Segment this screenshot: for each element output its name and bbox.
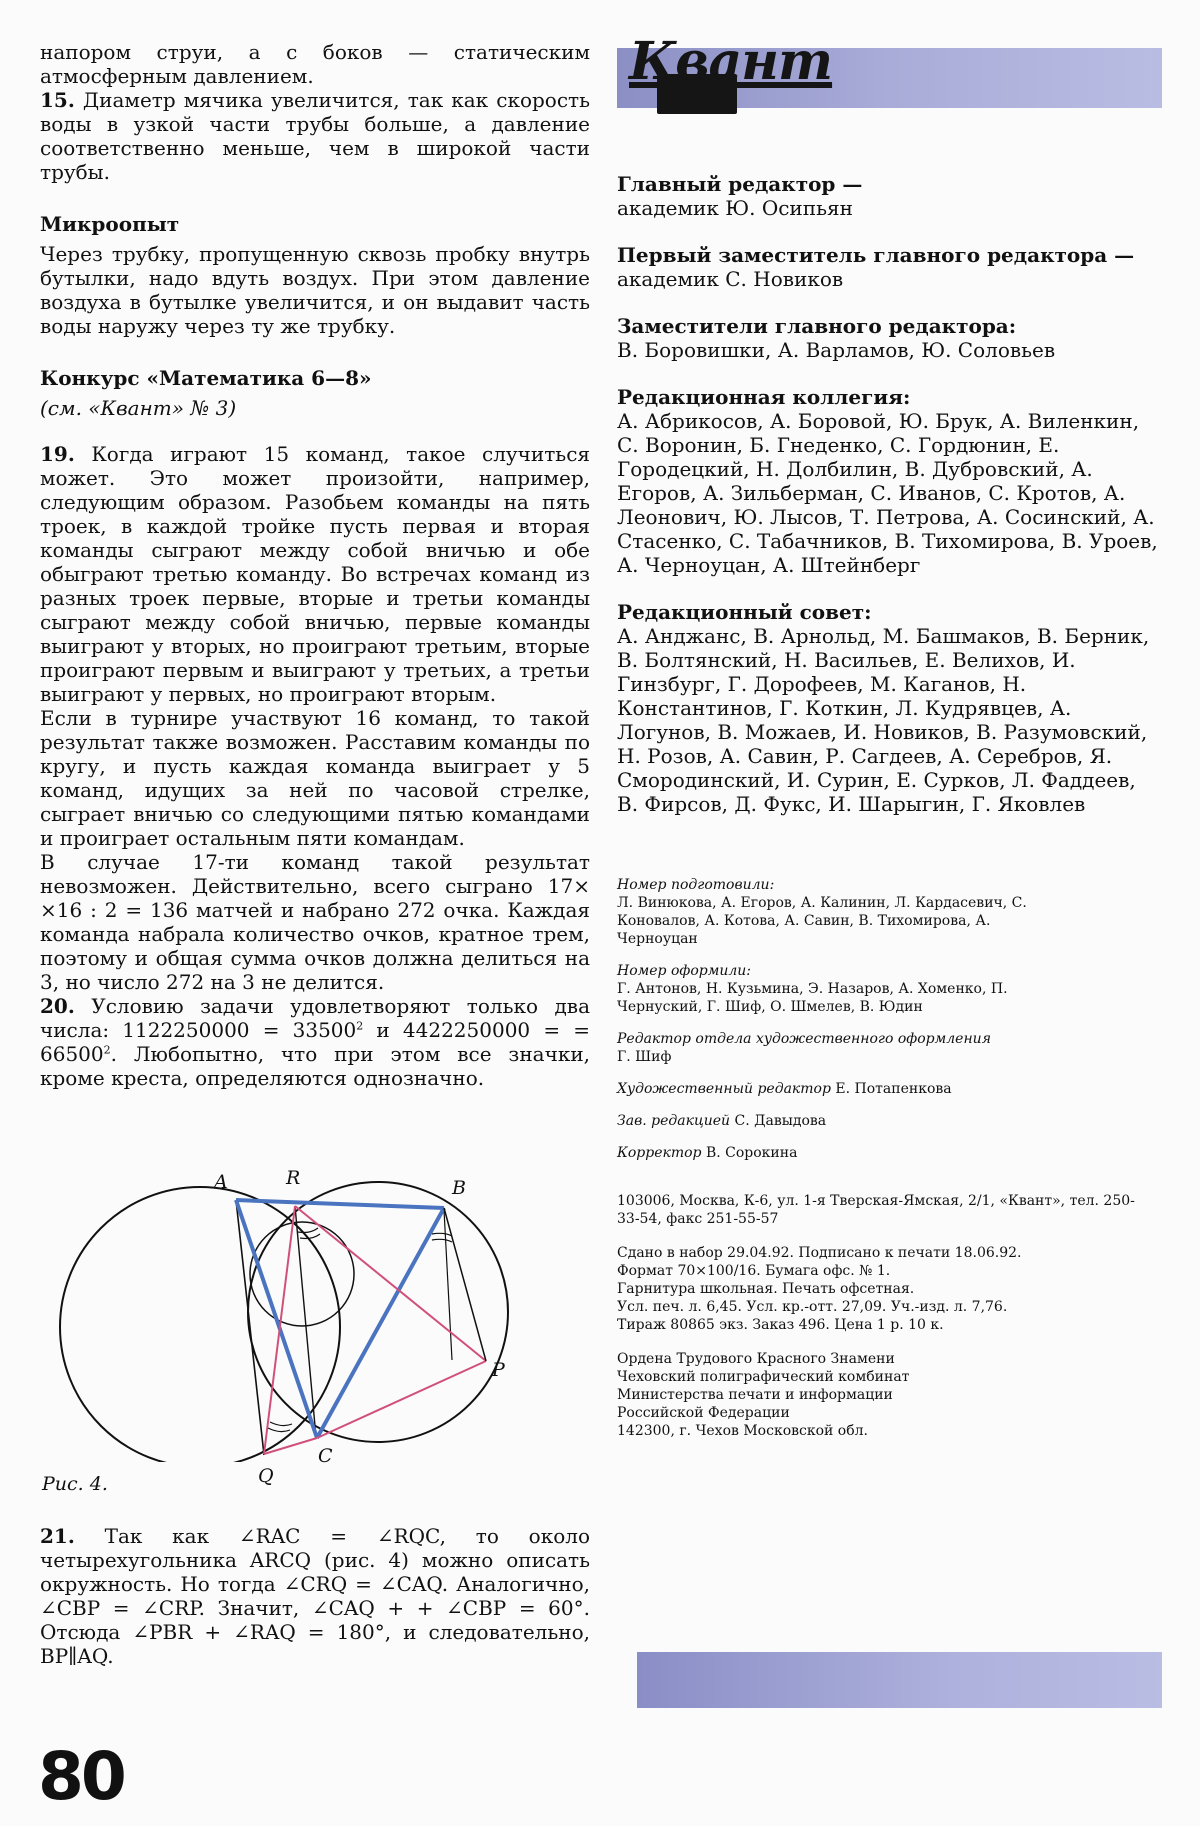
answer-20-text-a: Условию задачи удовлетворяют только два числа: 1122250000 = 33500 (40, 994, 590, 1042)
first-deputy-title: Первый заместитель главного редактора — (617, 243, 1135, 267)
answer-21-text: Так как ∠RAC = ∠RQC, то около четырехугольника ARCQ (рис. 4) можно описать окружность. Но тогда ∠CRQ = ∠CAQ. Аналогично, ∠CBP = ∠CRP. Значит, ∠CAQ + + ∠CBP = 60°. Отсюда ∠PBR + ∠RAQ = 180°, и следовательно, BP∥AQ. (40, 1524, 591, 1668)
council-names: А. Анджанс, В. Арнольд, М. Башмаков, В. Берник, В. Болтянский, Н. Васильев, Е. Велихов, И. Гинзбург, Г. Дорофеев, М. Каганов, Н. Константинов, Г. Коткин, Л. Кудрявцев, А. Логунов, В. Можаев, И. Новиков, В. Разумовский, Н. Розов, А. Савин, Р. Сагдеев, А. Серебров, Я. Смородинский, И. Сурин, Е. Сурков, Л. Фаддеев, В. Фирсов, Д. Фукс, И. Шарыгин, Г. Яковлев (617, 624, 1150, 816)
head-office-title: Зав. редакцией (617, 1113, 731, 1129)
contest-heading: Конкурс «Математика 6—8» (40, 366, 372, 390)
answer-20-exponent-2: 2 (103, 1043, 111, 1057)
staff-block (617, 876, 1027, 1162)
intro-paragraph: напором струи, а с боков — статическим атмосферным давлением. (40, 40, 590, 88)
chief-name: академик Ю. Осипьян (617, 196, 853, 220)
prepared-title: Номер подготовили: (617, 877, 775, 893)
art-dept-name: Г. Шиф (617, 1049, 672, 1065)
art-editor-title: Художественный редактор (617, 1081, 831, 1097)
print-line-1: Сдано в набор 29.04.92. Подписано к печати 18.06.92. (617, 1245, 1022, 1261)
imprint-block (617, 1192, 1162, 1440)
designed-names: Г. Антонов, Н. Кузьмина, Э. Назаров, А. Хоменко, П. Чернуский, Г. Шиф, О. Шмелев, В. Юдин (617, 981, 1008, 1015)
head-office-name: С. Давыдова (734, 1113, 827, 1129)
corrector-title: Корректор (617, 1145, 702, 1161)
inner-arc (250, 1222, 354, 1326)
answer-19-text: Когда играют 15 команд, такое случиться может. Это может произойти, например, следующим образом. Разобьем команды на пять троек, в каждой тройке пусть первая и вторая команды сыграют между собой вничью и обе обыграют третью команду. Во встречах команд из разных троек первые, вторые и третьи команды сыграют между собой вничью, первые команды выиграют у вторых, но проиграют третьим, вторые проиграют первым и выиграют у третьих, а третьи выиграют у первых, но проиграют вторым. (40, 442, 591, 706)
contest-reference: (см. «Квант» № 3) (40, 396, 237, 420)
micro-heading: Микроопыт (40, 212, 180, 236)
deputies-names: В. Боровишки, А. Варламов, Ю. Соловьев (617, 338, 1056, 362)
art-editor (617, 1080, 1027, 1098)
red-CP (317, 1361, 486, 1438)
label-P: P (492, 1359, 505, 1381)
corrector-name: В. Сорокина (705, 1145, 798, 1161)
designed-title: Номер оформили: (617, 963, 751, 979)
answer-20-exponent-1: 2 (356, 1019, 364, 1033)
print-line-2: Формат 70×100/16. Бумага офс. № 1. (617, 1263, 891, 1279)
answer-20 (40, 994, 590, 1090)
head-office (617, 1112, 1027, 1130)
plant-line-1: Ордена Трудового Красного Знамени (617, 1351, 895, 1367)
editorial-block (617, 172, 1162, 816)
right-circle (248, 1182, 508, 1442)
label-A: A (214, 1171, 228, 1193)
deputies-title: Заместители главного редактора: (617, 314, 1017, 338)
answer-15-number: 15. (40, 88, 75, 112)
plant-line-4: Российской Федерации (617, 1405, 790, 1421)
label-R: R (286, 1167, 301, 1189)
kvant-logo (617, 30, 1162, 116)
page-number: 80 (38, 1738, 124, 1815)
micro-text: Через трубку, пропущенную сквозь пробку внутрь бутылки, надо вдуть воздух. При этом давление воздуха в бутылке увеличится, и он выдавит часть воды наружу через ту же трубку. (40, 242, 590, 338)
answer-21 (40, 1524, 590, 1668)
council-title: Редакционный совет: (617, 600, 872, 624)
board-title: Редакционная коллегия: (617, 385, 911, 409)
first-deputy-name: академик С. Новиков (617, 267, 844, 291)
figure-caption: Рис. 4. (42, 1473, 108, 1495)
figure-4 (40, 1162, 590, 1502)
print-line-3: Гарнитура школьная. Печать офсетная. (617, 1281, 915, 1297)
chief-title: Главный редактор — (617, 172, 863, 196)
answer-15 (40, 88, 590, 184)
geometry-diagram (40, 1162, 590, 1462)
answer-20-text-c: . Любопытно, что при этом все значки, кроме креста, определяются однозначно. (40, 1042, 590, 1090)
plant-line-3: Министерства печати и информации (617, 1387, 893, 1403)
print-line-5: Тираж 80865 экз. Заказ 496. Цена 1 р. 10 к. (617, 1317, 944, 1333)
left-column (40, 40, 590, 1668)
art-dept-title: Редактор отдела художественного оформления (617, 1031, 991, 1047)
decorative-band (637, 1652, 1162, 1708)
label-Q: Q (258, 1465, 274, 1487)
plant-line-5: 142300, г. Чехов Московской обл. (617, 1423, 869, 1439)
logo-wordmark: Квант (629, 31, 833, 92)
board-names: А. Абрикосов, А. Боровой, Ю. Брук, А. Виленкин, С. Воронин, Б. Гнеденко, С. Гордюнин, Е. Городецкий, Н. Долбилин, В. Дубровский, А. Егоров, А. Зильберман, С. Иванов, С. Кротов, А. Леонович, Ю. Лысов, Т. Петрова, А. Сосинский, А. Стасенко, С. Табачников, В. Тихомирова, В. Уроев, А. Черноуцан, А. Штейнберг (617, 409, 1158, 577)
address: 103006, Москва, К-6, ул. 1-я Тверская-Ямская, 2/1, «Квант», тел. 250-33-54, факс 251-55-57 (617, 1193, 1135, 1227)
answer-19-part3: В случае 17-ти команд такой результат невозможен. Действительно, всего сыграно 17× ×16 : 2 = 136 матчей и набрано 272 очка. Каждая команда набрала количество очков, кратное трем, поэтому и общая сумма очков должна делиться на 3, но число 272 на 3 не делится. (40, 850, 590, 994)
label-C: C (318, 1445, 333, 1467)
left-circle (60, 1187, 340, 1462)
plant-line-2: Чеховский полиграфический комбинат (617, 1369, 910, 1385)
answer-19-number: 19. (40, 442, 75, 466)
plant-info (617, 1350, 1162, 1440)
answer-20-text-b: и 4422250000 = = 66500 (40, 1018, 590, 1066)
answer-21-number: 21. (40, 1524, 75, 1548)
print-info (617, 1244, 1162, 1334)
blue-BC (317, 1208, 444, 1438)
answer-19-part2: Если в турнире участвуют 16 команд, то такой результат также возможен. Расставим команды по кругу, и пусть каждая команда выиграет у 5 команд, идущих за ней по часовой стрелке, сыграет вничью со следующими пятью командами и проиграет остальным пяти командам. (40, 706, 590, 850)
label-B: B (452, 1177, 466, 1199)
right-column (617, 30, 1162, 1440)
prepared-names: Л. Винюкова, А. Егоров, А. Калинин, Л. Кардасевич, С. Коновалов, А. Котова, А. Савин, В. Тихомирова, А. Черноуцан (617, 895, 1027, 947)
art-editor-name: Е. Потапенкова (835, 1081, 952, 1097)
answer-19 (40, 442, 590, 706)
answer-15-text: Диаметр мячика увеличится, так как скорость воды в узкой части трубы больше, а давление соответственно меньше, чем в широкой части трубы. (40, 88, 590, 184)
print-line-4: Усл. печ. л. 6,45. Усл. кр.-отт. 27,09. Уч.-изд. л. 7,76. (617, 1299, 1008, 1315)
answer-20-number: 20. (40, 994, 75, 1018)
corrector (617, 1144, 1027, 1162)
red-RP (295, 1206, 486, 1361)
